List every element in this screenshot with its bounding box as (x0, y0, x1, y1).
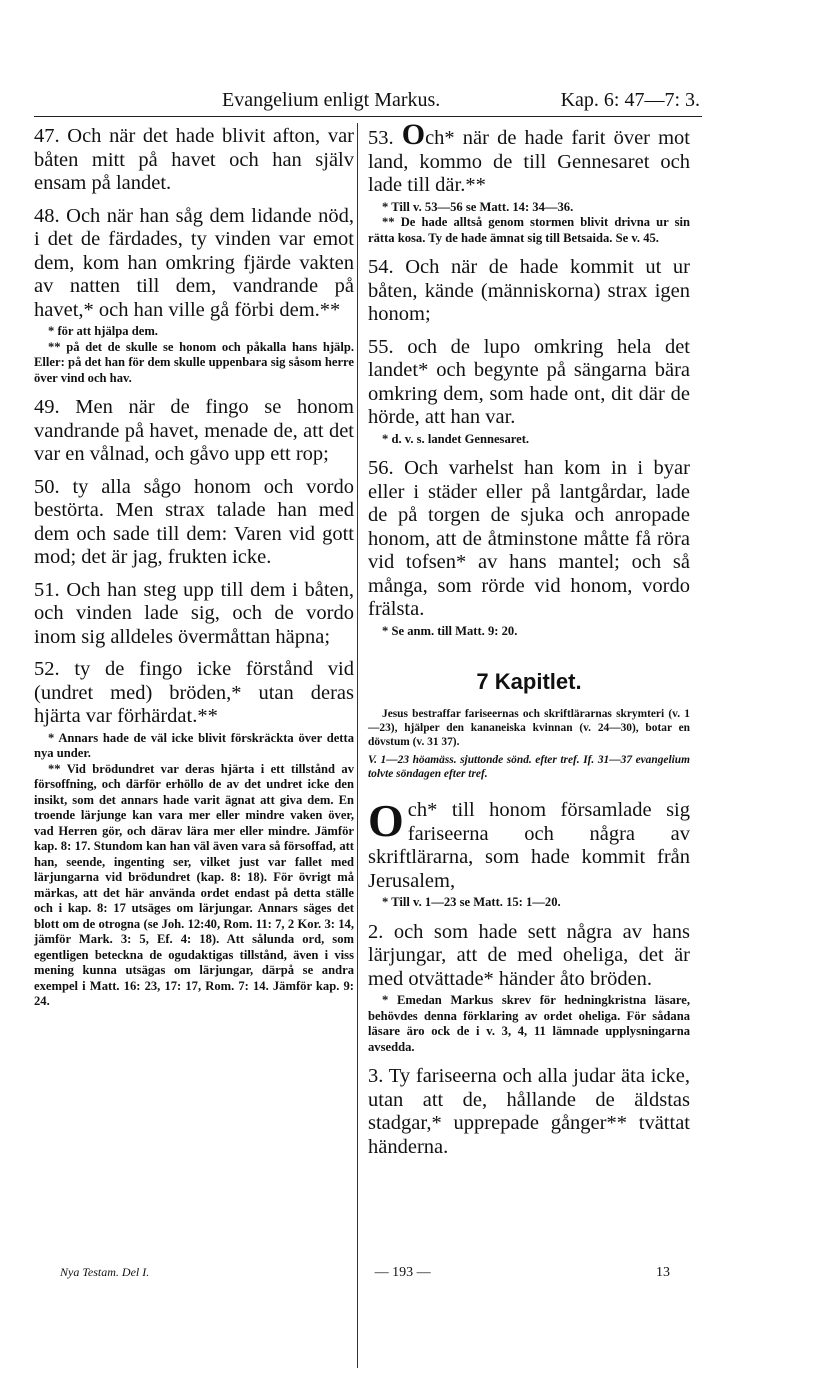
verse-7-2: 2. och som hade sett några av hans lärjungar, att de med oheliga, det är med otvättade* händer åto bröden. (368, 920, 690, 990)
right-column (368, 118, 691, 1168)
footnote-53 (368, 200, 690, 247)
footnote-7-1-text: * Till v. 1—23 se Matt. 15: 1—20. (382, 895, 561, 909)
column-divider (357, 123, 358, 1368)
left-column (34, 125, 354, 1020)
signature-mark: Nya Testam. Del I. (60, 1265, 150, 1279)
footnote-7-2-text: * Emedan Markus skrev för hedningkristna läsare, behövdes denna förklaring av ordet oheliga. För sådana läsare äro ock de i v. 3, 4, 11 lämnade upplysningarna avsedda. (368, 993, 690, 1054)
footnote-53a: * Till v. 53—56 se Matt. 14: 34—36. (382, 199, 574, 214)
chapter-initial: O (368, 795, 404, 846)
verse-53-text: ch* när de hade farit över mot land, kommo de till Gennesaret och lade till där.** (368, 127, 691, 196)
verse-48: 48. Och när han såg dem lidande nöd, i det de färdades, ty vinden var emot dem, kom han omkring fjärde vakten av natten till dem, vandrande på havet,* och han ville gå förbi dem.** (34, 204, 354, 321)
verse-56: 56. Och varhelst han kom in i byar eller i städer eller på lantgårdar, lade de på torgen de sjuka och anropade honom, att de åtminstone måtte få röra vid tofsen* av hans mantel; och så många, som rörde vid honom, vordo frälsta. (368, 457, 690, 620)
footnote-52a: * Annars hade de väl icke blivit förskräckta över detta nya under. (34, 730, 354, 760)
running-head (222, 88, 700, 112)
footnote-55-text: * d. v. s. landet Gennesaret. (382, 431, 530, 446)
verse-7-3: 3. Ty fariseerna och alla judar äta icke, utan att de, hållande de äldstas stadgar,* upprepade gånger** tvättat händerna. (368, 1065, 690, 1158)
footnote-52 (34, 731, 354, 1010)
verse-49: 49. Men när de fingo se honom vandrande på havet, menade de, att det var en vålnad, och gåvo upp ett rop; (34, 396, 354, 465)
verse-7-1 (368, 795, 690, 893)
footnote-48a: * för att hjälpa dem. (48, 324, 158, 338)
footnote-7-2 (368, 993, 690, 1055)
verse-53-initial: O (401, 118, 426, 151)
verse-7-1-text: ch* till honom församlade sig fariseerna och några av skriftlärarna, som hade kommit från Jerusalem, (368, 799, 690, 892)
sheet-number: 13 (655, 1265, 670, 1280)
verse-47: 47. Och när det hade blivit afton, var båten mitt på havet och han själv ensam på landet. (34, 125, 354, 194)
footnote-56-text: * Se anm. till Matt. 9: 20. (382, 623, 518, 638)
footnote-53b: ** De hade alltså genom stormen blivit drivna ur sin rätta kosa. Ty de hade ämnat sig till Betsaida. Se v. 45. (368, 215, 690, 245)
verse-55: 55. och de lupo omkring hela det landet* och begynte på sängarna bära omkring dem, som hade ont, dit där de hörde, att han var. (368, 335, 690, 428)
chapter-reference: Kap. 6: 47—7: 3. (560, 89, 700, 111)
page-number: — 193 — (374, 1265, 431, 1280)
footnote-48b: ** på det de skulle se honom och påkalla hans hjälp. Eller: på det han för dem skulle uppenbara sig såsom herre över vind och hav. (34, 339, 354, 385)
verse-53-number: 53. (368, 127, 394, 149)
chapter-title: 7 Kapitlet. (476, 669, 582, 694)
header-rule (34, 116, 702, 117)
verse-53 (368, 118, 691, 198)
chapter-summary: Jesus bestraffar fariseernas och skriftlärarnas skrymteri (v. 1—23), hjälper den kananeiska kvinnan (v. 24—30), botar en dövstum (v. 31 37). (368, 708, 690, 748)
verse-51: 51. Och han steg upp till dem i båten, och vinden lade sig, och de vordo inom sig alldeles övermåttan häpna; (34, 578, 354, 648)
book-title: Evangelium enligt Markus. (222, 89, 441, 111)
verse-50: 50. ty alla sågo honom och vordo bestörta. Men strax talade han med dem och sade till dem: Varen vid gott mod; det är jag, frukten icke. (34, 475, 354, 568)
footnote-7-1 (368, 895, 690, 911)
footnote-52b: ** Vid brödundret var deras hjärta i ett tillstånd av försoffning, och därför erhöllo de av det undret icke den insikt, som det annars hade varit ägnat att giva dem. En troende lärjunge kan vara mer eller mindre vaken över, vad Herren gör, och därav lära mer eller mindre. Jämför kap. 8: 17. Stundom kan han väl även vara så försoffad, att han, seende, ingenting ser, vilket just var fallet med lärjungarna vid brödundret (kap. 8: 18). För övrigt må märkas, att det här använda ordet endast på detta ställe och i kap. 8: 17 utsäges om lärjungar. Annars säges det blott om de otrogna (se Joh. 12:40, Rom. 11: 7, 2 Kor. 3: 14, jämför Mark. 3: 5, Ef. 4: 18). Att sålunda ord, som egentligen beteckna de ogudaktigas tillstånd, även i viss mening kunna utsägas om lärjungar, därpå se andra exempel i Matt. 16: 23, 17: 17, Rom. 7: 14. Jämför kap. 9: 24. (34, 761, 354, 1008)
verse-52: 52. ty de fingo icke förstånd vid (undret med) bröden,* utan deras hjärta var förhärdat.** (34, 658, 354, 727)
chapter-readings: V. 1—23 höamäss. sjuttonde sönd. efter tref. If. 31—37 evangelium tolvte söndagen efter tref. (368, 754, 690, 780)
footnote-55 (368, 432, 690, 448)
footnote-48 (34, 324, 354, 386)
page-footer (60, 1265, 670, 1281)
verse-54: 54. Och när de hade kommit ut ur båten, kände (människorna) strax igen honom; (368, 256, 690, 325)
footnote-56 (368, 624, 690, 640)
